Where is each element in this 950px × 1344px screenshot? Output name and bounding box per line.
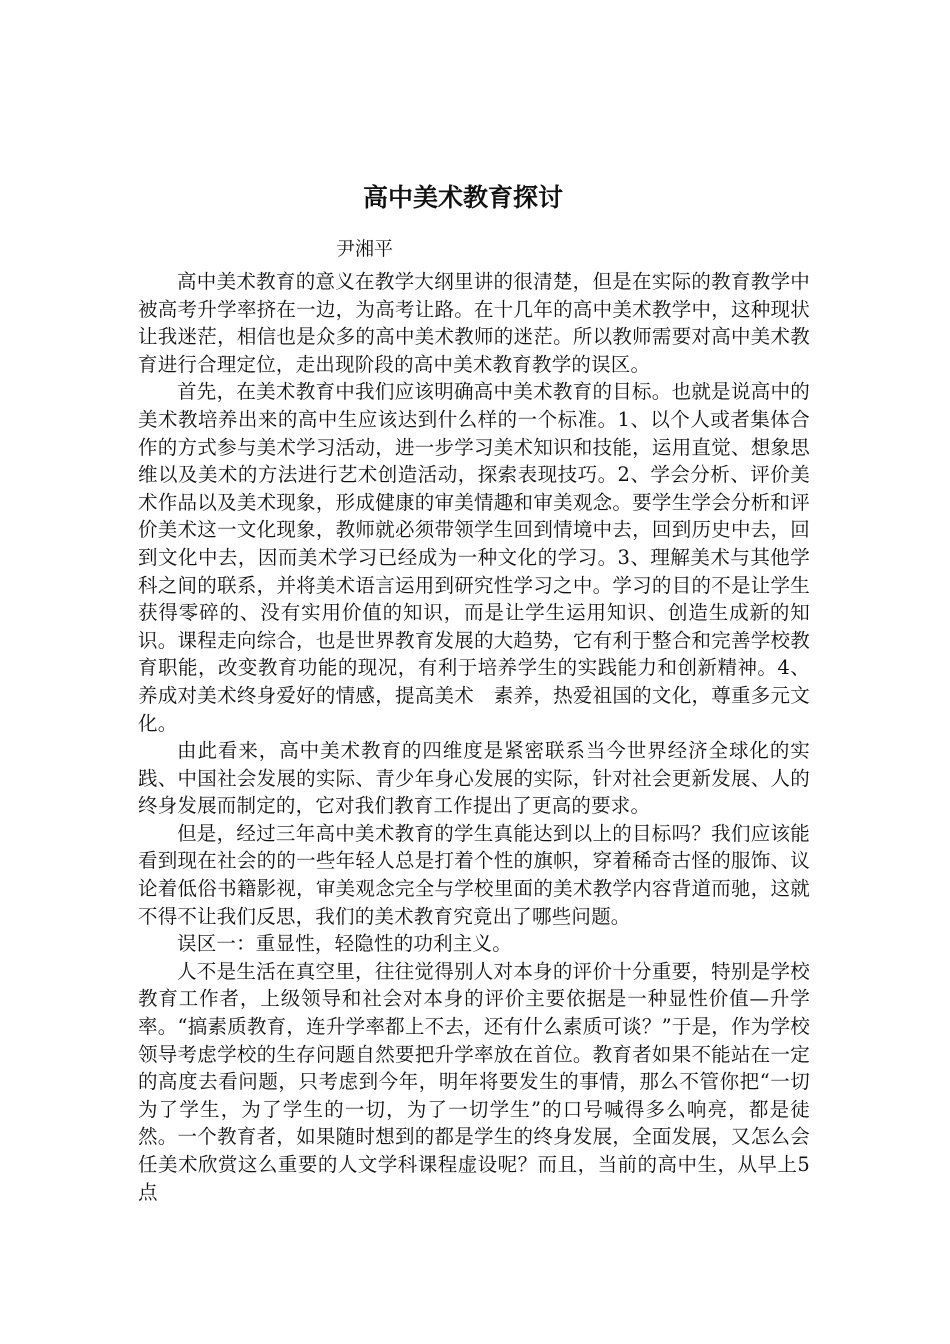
paragraph: 人不是生活在真空里，往往觉得别人对本身的评价十分重要，特别是学校教育工作者，上级领导和社会对本身的评价主要依据是一种显性价值—升学率。“搞素质教育，连升学率都上不去，还有什么素质可谈？”于是，作为学校领导考虑学校的生存问题自然要把升学率放在首位。教育者如果不能站在一定的高度去看问题，只考虑到今年，明年将要发生的事情，那么不管你把“一切为了学生，为了学生的一切，为了一切学生”的口号喊得多么响亮，都是徒然。一个教育者，如果随时想到的都是学生的终身发展，全面发展，又怎么会任美术欣赏这么重要的人文学科课程虚设呢？而且，当前的高中生，从早上5点 xyxy=(138,959,810,1204)
paragraph: 但是，经过三年高中美术教育的学生真能达到以上的目标吗？我们应该能看到现在社会的的一些年轻人总是打着个性的旗帜，穿着稀奇古怪的服饰、议论着低俗书籍影视，审美观念完全与学校里面的美术教学内容背道而驰，这就不得不让我们反思，我们的美术教育究竟出了哪些问题。 xyxy=(138,821,810,928)
document-title: 高中美术教育探讨 xyxy=(362,183,563,212)
paragraph: 首先，在美术教育中我们应该明确高中美术教育的目标。也就是说高中的美术教培养出来的高中生应该达到什么样的一个标准。1、以个人或者集体合作的方式参与美术学习活动，进一步学习美术知识和技能，运用直觉、想象思维以及美术的方法进行艺术创造活动，探索表现技巧。2、学会分析、评价美术作品以及美术现象，形成健康的审美情趣和审美观念。要学生学会分析和评价美术这一文化现象，教师就必须带领学生回到情境中去，回到历史中去，回到文化中去，因而美术学习已经成为一种文化的学习。3、理解美术与其他学科之间的联系，并将美术语言运用到研究性学习之中。学习的目的不是让学生获得零碎的、没有实用价值的知识，而是让学生运用知识、创造生成新的知识。课程走向综合，也是世界教育发展的大趋势，它有利于整合和完善学校教育职能，改变教育功能的现况，有利于培养学生的实践能力和创新精神。4、养成对美术终身爱好的情感，提高美术 素养，热爱祖国的文化，尊重多元文化。 xyxy=(138,380,810,735)
author-name: 尹湘平 xyxy=(336,238,394,260)
section-heading: 误区一：重显性，轻隐性的功利主义。 xyxy=(177,932,512,956)
paragraph: 由此看来，高中美术教育的四维度是紧密联系当今世界经济全球化的实践、中国社会发展的实际、青少年身心发展的实际，针对社会更新发展、人的终身发展而制定的，它对我们教育工作提出了更高的要求。 xyxy=(138,739,810,818)
article-body xyxy=(138,268,810,1206)
paragraph: 高中美术教育的意义在教学大纲里讲的很清楚，但是在实际的教育教学中被高考升学率挤在一边，为高考让路。在十几年的高中美术教学中，这种现状让我迷茫，相信也是众多的高中美术教师的迷茫。所以教师需要对高中美术教育进行合理定位，走出现阶段的高中美术教育教学的误区。 xyxy=(138,270,810,376)
